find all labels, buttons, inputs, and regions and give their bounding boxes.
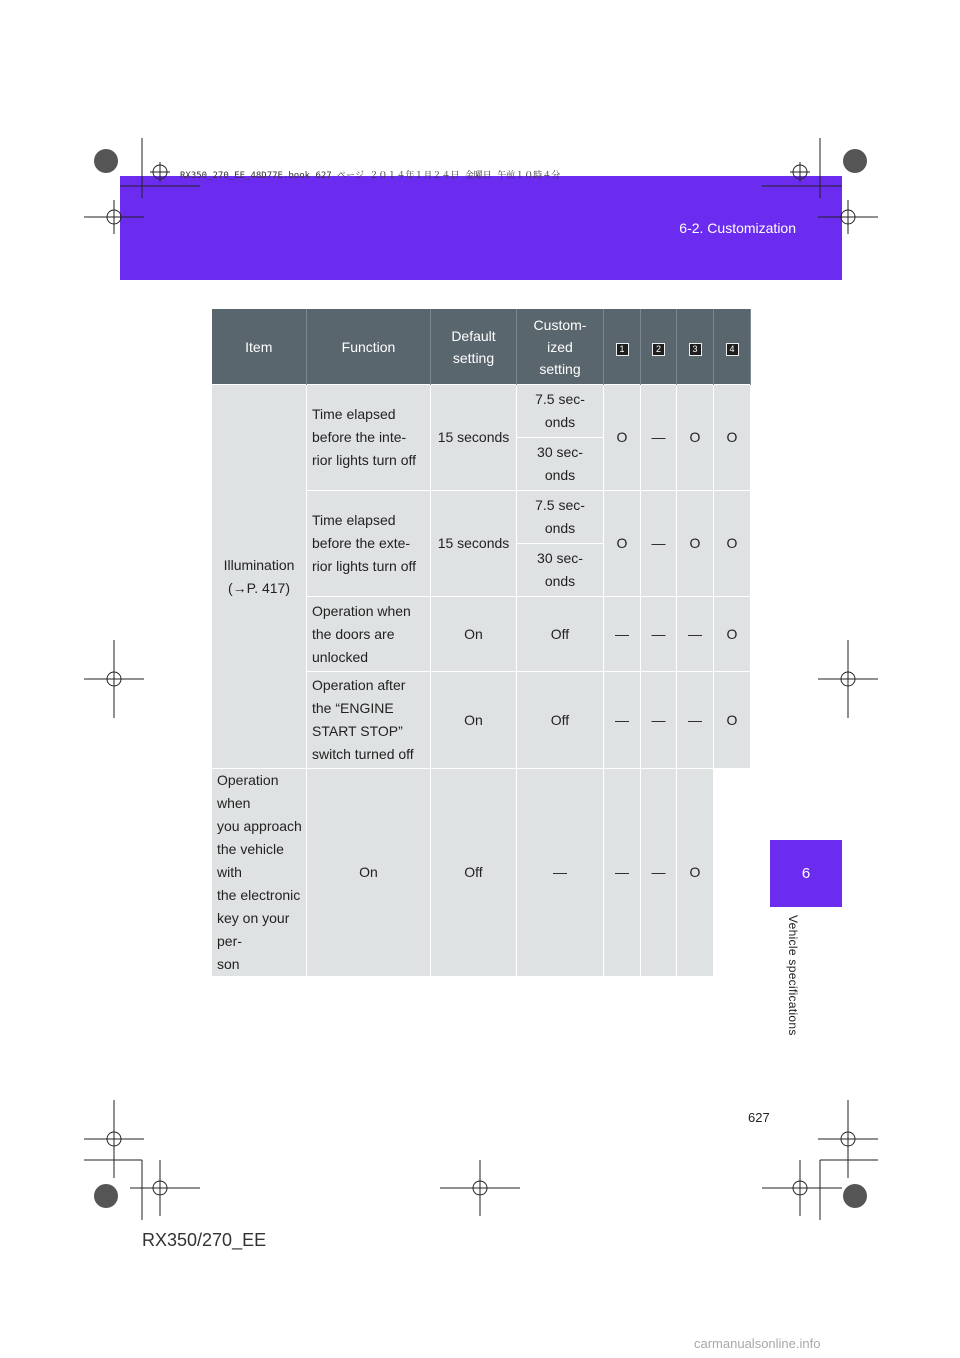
function-cell: Operation when the doors are unlocked — [307, 597, 431, 672]
mark-cell: — — [677, 672, 714, 769]
custom-cell: Off — [517, 597, 604, 672]
header-custom: Custom- ized setting — [517, 309, 604, 385]
header-col-1: 1 — [604, 309, 641, 385]
table-row — [212, 385, 751, 438]
header-col-2: 2 — [641, 309, 677, 385]
mark-cell: O — [677, 491, 714, 597]
table-header-row — [212, 309, 751, 385]
function-cell: Time elapsed before the exte- rior lights turn off — [307, 491, 431, 597]
model-code: RX350/270_EE — [142, 1230, 267, 1250]
item-cell: Illumination (→P. 417) — [212, 385, 307, 769]
mark-cell: — — [641, 769, 677, 977]
mark-cell: — — [604, 597, 641, 672]
default-cell: On — [431, 672, 517, 769]
header-col-4: 4 — [714, 309, 751, 385]
mark-cell: O — [714, 385, 751, 491]
customization-table — [211, 309, 751, 977]
custom-cell: 30 sec- onds — [517, 438, 604, 491]
mark-cell: O — [714, 491, 751, 597]
table-row — [212, 769, 751, 977]
function-cell: Operation after the “ENGINE START STOP” switch turned off — [307, 672, 431, 769]
mark-cell: O — [677, 385, 714, 491]
chapter-label: Vehicle specifications — [786, 915, 800, 1036]
footer-watermark: carmanualsonline.info — [694, 1336, 821, 1351]
mark-cell: — — [677, 597, 714, 672]
header-col-3: 3 — [677, 309, 714, 385]
mark-cell: — — [641, 491, 677, 597]
mark-cell: O — [714, 672, 751, 769]
custom-cell: 7.5 sec- onds — [517, 491, 604, 544]
section-title: 6-2. Customization — [679, 220, 796, 236]
mark-cell: O — [604, 385, 641, 491]
mark-cell: — — [604, 672, 641, 769]
mark-cell: O — [677, 769, 714, 977]
mark-cell: — — [641, 597, 677, 672]
page-number: 627 — [748, 1110, 770, 1125]
custom-cell: Off — [517, 672, 604, 769]
chapter-tab: 6 — [770, 840, 842, 907]
default-cell: 15 seconds — [431, 385, 517, 491]
mark-cell: O — [604, 491, 641, 597]
function-cell: Operation when you approach the vehicle with the electronic key on your per- son — [212, 769, 307, 977]
header-item: Item — [212, 309, 307, 385]
default-cell: On — [307, 769, 431, 977]
default-cell: On — [431, 597, 517, 672]
book-print-line: RX350_270_EE_48D77E.book 627 ページ ２０１４年１月２４日 金曜日 午前１０時４分 — [180, 171, 561, 181]
header-default: Default setting — [431, 309, 517, 385]
custom-cell: 30 sec- onds — [517, 544, 604, 597]
default-cell: 15 seconds — [431, 491, 517, 597]
mark-cell: — — [604, 769, 641, 977]
function-cell: Time elapsed before the inte- rior lights turn off — [307, 385, 431, 491]
custom-cell: Off — [431, 769, 517, 977]
header-function: Function — [307, 309, 431, 385]
mark-cell: — — [517, 769, 604, 977]
custom-cell: 7.5 sec- onds — [517, 385, 604, 438]
mark-cell: — — [641, 672, 677, 769]
mark-cell: O — [714, 597, 751, 672]
mark-cell: — — [641, 385, 677, 491]
